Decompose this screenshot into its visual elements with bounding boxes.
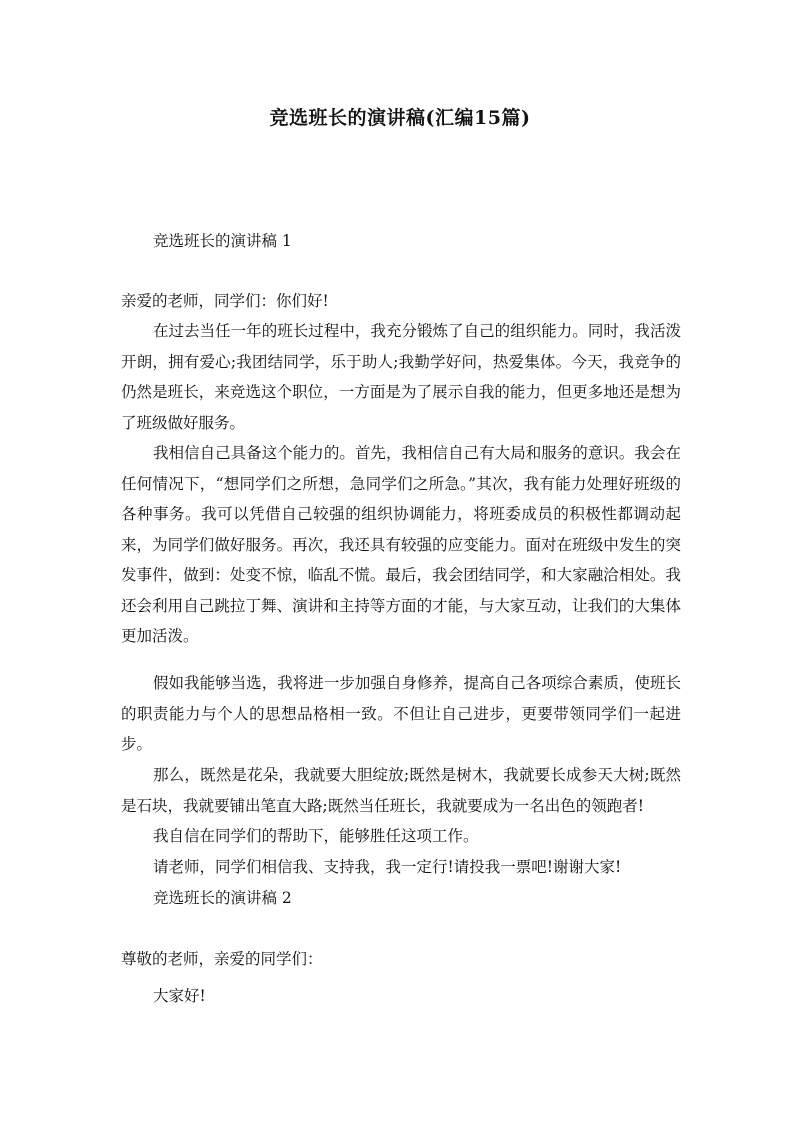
speech-1-paragraph-5: 我自信在同学们的帮助下，能够胜任这项工作。 — [153, 827, 479, 845]
document-title: 竞选班长的演讲稿(汇编15篇) — [269, 107, 531, 129]
speech-1-paragraph-2: 我相信自己具备这个能力的。首先，我相信自己有大局和服务的意识。我会在任何情况下，“想同学们之所想，急同学们之所急。”其次，我有能力处理好班级的各种事务。我可以凭借自己较强的组织协调能力，将班委成员的积极性都调动起来，为同学们做好服务。再次，我还具有较强的应变能力。面对在班级中发生的突发事件，做到：处变不惊，临乱不慌。最后，我会团结同学，和大家融洽相处。我还会利用自己跳拉丁舞、演讲和主持等方面的才能，与大家互动，让我们的大集体更加活泼。 — [121, 444, 681, 645]
speech-1-paragraph-3: 假如我能够当选，我将进一步加强自身修养，提高自己各项综合素质，使班长的职责能力与个人的思想品格相一致。不但让自己进步，更要带领同学们一起进步。 — [121, 674, 681, 753]
speech-1-paragraph-1: 在过去当任一年的班长过程中，我充分锻炼了自己的组织能力。同时，我活泼开朗，拥有爱心;我团结同学，乐于助人;我勤学好问，热爱集体。今天，我竞争的仍然是班长，来竞选这个职位，一方面是为了展示自我的能力，但更多地还是想为了班级做好服务。 — [121, 322, 681, 432]
speech-2-opening: 大家好! — [153, 987, 206, 1005]
speech-1-greeting: 亲爱的老师，同学们：你们好! — [121, 292, 329, 310]
speech-1-paragraph-4: 那么，既然是花朵，我就要大胆绽放;既然是树木，我就要长成参天大树;既然是石块，我就要铺出笔直大路;既然当任班长，我就要成为一名出色的领跑者! — [121, 766, 681, 815]
speech-2-heading: 竞选班长的演讲稿 2 — [153, 889, 292, 907]
speech-1-heading: 竞选班长的演讲稿 1 — [153, 232, 292, 250]
speech-1-paragraph-6: 请老师，同学们相信我、支持我，我一定行!请投我一票吧!谢谢大家! — [153, 858, 622, 876]
speech-2-greeting: 尊敬的老师，亲爱的同学们： — [121, 950, 323, 968]
